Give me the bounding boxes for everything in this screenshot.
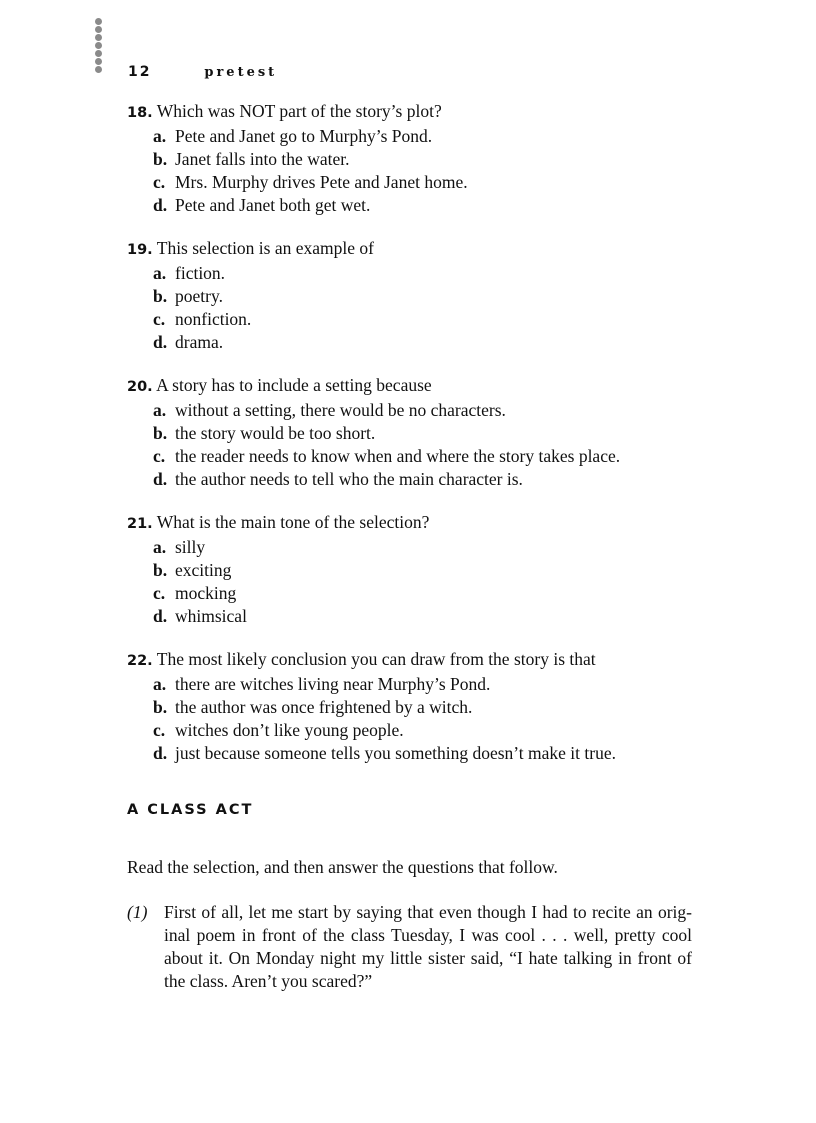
answer-options [127, 536, 727, 628]
option-letter: b. [153, 423, 168, 443]
question-stem [127, 648, 727, 673]
question-22 [127, 648, 727, 765]
option-text: mocking [175, 583, 237, 603]
answer-option [153, 536, 727, 559]
question-20 [127, 374, 727, 491]
dot-icon [95, 34, 102, 41]
option-letter: c. [153, 720, 166, 740]
option-letter: a. [153, 537, 167, 557]
question-19 [127, 237, 727, 354]
passage-paragraph [127, 901, 692, 993]
option-text: just because someone tells you something doesn’t make it true. [175, 743, 616, 763]
section-label: pretest [204, 65, 278, 80]
option-text: the story would be too short. [175, 423, 376, 443]
question-number: 20. [127, 379, 153, 395]
question-stem [127, 237, 727, 262]
option-letter: c. [153, 583, 166, 603]
option-letter: a. [153, 674, 167, 694]
question-stem [127, 374, 727, 399]
question-text: A story has to include a setting because [156, 375, 432, 395]
option-letter: a. [153, 126, 167, 146]
question-text: The most likely conclusion you can draw from the story is that [156, 649, 596, 669]
option-letter: d. [153, 606, 168, 626]
option-text: whimsical [175, 606, 247, 626]
option-letter: b. [153, 286, 168, 306]
option-text: witches don’t like young people. [175, 720, 404, 740]
option-text: without a setting, there would be no characters. [175, 400, 506, 420]
option-text: nonfiction. [175, 309, 252, 329]
option-text: silly [175, 537, 206, 557]
decorative-dots [95, 18, 105, 74]
option-text: Pete and Janet go to Murphy’s Pond. [175, 126, 433, 146]
option-text: fiction. [175, 263, 226, 283]
question-stem [127, 100, 727, 125]
option-text: the reader needs to know when and where the story takes place. [175, 446, 621, 466]
option-letter: b. [153, 560, 168, 580]
option-letter: b. [153, 149, 168, 169]
answer-option [153, 673, 727, 696]
answer-option [153, 171, 727, 194]
question-number: 21. [127, 516, 153, 532]
option-letter: a. [153, 400, 167, 420]
answer-option [153, 445, 727, 468]
option-text: there are witches living near Murphy’s Pond. [175, 674, 491, 694]
question-number: 19. [127, 242, 153, 258]
answer-option [153, 742, 727, 765]
answer-option [153, 331, 727, 354]
option-text: Mrs. Murphy drives Pete and Janet home. [175, 172, 468, 192]
answer-option [153, 559, 727, 582]
running-head [128, 64, 277, 80]
answer-option [153, 194, 727, 217]
answer-option [153, 285, 727, 308]
answer-option [153, 422, 727, 445]
answer-option [153, 468, 727, 491]
option-text: Pete and Janet both get wet. [175, 195, 371, 215]
option-letter: c. [153, 446, 166, 466]
page-content [127, 100, 727, 993]
question-number: 18. [127, 105, 153, 121]
answer-option [153, 719, 727, 742]
answer-option [153, 262, 727, 285]
paragraph-text: First of all, let me start by saying that even though I had to recite an orig-inal poem in front of the class Tuesday, I was cool . . . well, pretty cool about it. On Monday night my little sister said, “I hate talking in front of the class. Aren’t you scared?” [164, 902, 692, 991]
dot-icon [95, 50, 102, 57]
answer-options [127, 673, 727, 765]
question-text: Which was NOT part of the story’s plot? [156, 101, 442, 121]
answer-option [153, 399, 727, 422]
question-list [127, 100, 727, 765]
answer-option [153, 582, 727, 605]
option-text: poetry. [175, 286, 223, 306]
option-letter: d. [153, 195, 168, 215]
question-18 [127, 100, 727, 217]
answer-option [153, 148, 727, 171]
dot-icon [95, 42, 102, 49]
option-text: drama. [175, 332, 224, 352]
option-letter: a. [153, 263, 167, 283]
answer-options [127, 262, 727, 354]
answer-options [127, 125, 727, 217]
paragraph-number: (1) [127, 902, 148, 922]
section-title: A CLASS ACT [127, 802, 254, 818]
dot-icon [95, 18, 102, 25]
question-number: 22. [127, 653, 153, 669]
page-number: 12 [128, 64, 152, 80]
answer-option [153, 308, 727, 331]
question-text: What is the main tone of the selection? [156, 512, 430, 532]
option-text: the author needs to tell who the main character is. [175, 469, 523, 489]
dot-icon [95, 66, 102, 73]
answer-option [153, 125, 727, 148]
option-letter: b. [153, 697, 168, 717]
option-text: the author was once frightened by a witch. [175, 697, 473, 717]
answer-options [127, 399, 727, 491]
question-21 [127, 511, 727, 628]
dot-icon [95, 26, 102, 33]
option-text: Janet falls into the water. [175, 149, 350, 169]
answer-option [153, 605, 727, 628]
option-letter: d. [153, 469, 168, 489]
instructions: Read the selection, and then answer the questions that follow. [127, 857, 558, 877]
question-stem [127, 511, 727, 536]
answer-option [153, 696, 727, 719]
option-letter: c. [153, 172, 166, 192]
question-text: This selection is an example of [156, 238, 374, 258]
option-letter: c. [153, 309, 166, 329]
option-letter: d. [153, 332, 168, 352]
option-text: exciting [175, 560, 232, 580]
option-letter: d. [153, 743, 168, 763]
dot-icon [95, 58, 102, 65]
